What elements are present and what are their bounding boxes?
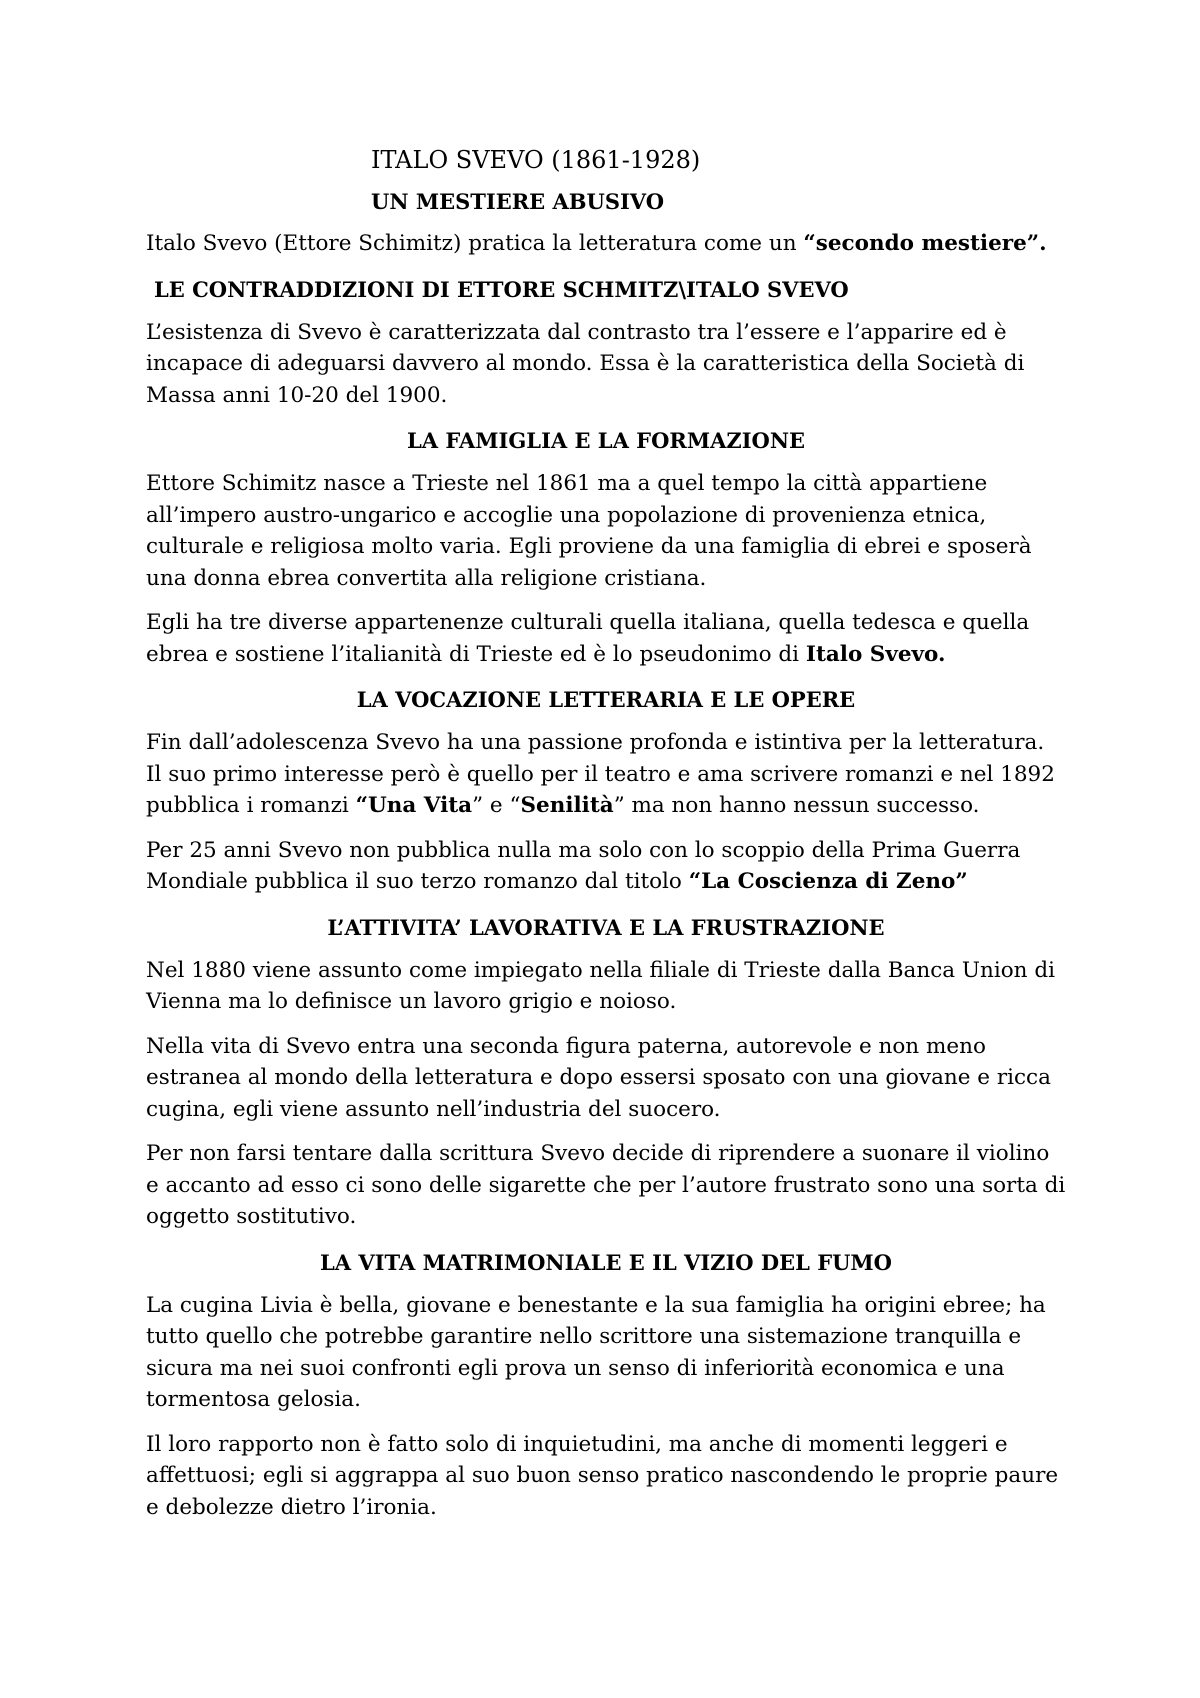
paragraph: Ettore Schimitz nasce a Trieste nel 1861 ma a quel tempo la città appartiene all’impero austro-ungarico e accoglie una popolazione di provenienza etnica, culturale e religiosa molto varia. Egli proviene da una famiglia di ebrei e sposerà una donna ebrea convertita alla religione cristiana.: [146, 471, 1032, 591]
paragraph-bold: Senilità: [520, 793, 614, 818]
paragraph: [146, 727, 1066, 822]
document-title: ITALO SVEVO (1861-1928): [371, 146, 701, 174]
section-heading-vocazione: LA VOCAZIONE LETTERARIA E LE OPERE: [356, 687, 856, 712]
document-body: [146, 138, 1066, 1536]
paragraph-text: ” ma non hanno nessun successo.: [613, 793, 980, 818]
intro-text: Italo Svevo (Ettore Schimitz) pratica la letteratura come un: [146, 231, 804, 256]
paragraph-text: Per 25 anni Svevo non pubblica nulla ma solo con lo scoppio della Prima Guerra Mondiale pubblica il suo terzo romanzo dal titolo: [146, 837, 1021, 894]
paragraph: La cugina Livia è bella, giovane e benestante e la sua famiglia ha origini ebree; ha tutto quello che potrebbe garantire nello scrittore una sistemazione tranquilla e sicura ma nei suoi confronti egli prova un senso di inferiorità economica e una tormentosa gelosia.: [146, 1292, 1046, 1412]
intro-bold: “secondo mestiere”.: [803, 231, 1047, 256]
paragraph-text: ” e “: [472, 793, 521, 818]
paragraph: [146, 835, 1066, 898]
paragraph: Il loro rapporto non è fatto solo di inquietudini, ma anche di momenti leggeri e affettuosi; egli si aggrappa al suo buon senso pratico nascondendo le proprie paure e debolezze dietro l’ironia.: [146, 1431, 1059, 1520]
paragraph: Nel 1880 viene assunto come impiegato nella filiale di Trieste dalla Banca Union di Vienna ma lo definisce un lavoro grigio e noioso.: [146, 957, 1055, 1014]
paragraph-bold: “Una Vita: [355, 793, 473, 818]
paragraph-text: Egli ha tre diverse appartenenze culturali quella italiana, quella tedesca e quella ebrea e sostiene l’italianità di Trieste ed è lo pseudonimo di: [146, 610, 1030, 667]
section-heading-famiglia: LA FAMIGLIA E LA FORMAZIONE: [406, 428, 806, 453]
document-subtitle: UN MESTIERE ABUSIVO: [371, 189, 665, 214]
paragraph: Nella vita di Svevo entra una seconda figura paterna, autorevole e non meno estranea al mondo della letteratura e dopo essersi sposato con una giovane e ricca cugina, egli viene assunto nell’industria del suocero.: [146, 1033, 1051, 1122]
intro-paragraph: [146, 228, 1066, 260]
section-heading-contraddizioni: LE CONTRADDIZIONI DI ETTORE SCHMITZ\ITALO SVEVO: [154, 276, 849, 302]
paragraph: Per non farsi tentare dalla scrittura Svevo decide di riprendere a suonare il violino e accanto ad esso ci sono delle sigarette che per l’autore frustrato sono una sorta di oggetto sostitutivo.: [146, 1141, 1066, 1229]
section-heading-vita-matrimoniale: LA VITA MATRIMONIALE E IL VIZIO DEL FUMO: [320, 1249, 892, 1275]
paragraph: L’esistenza di Svevo è caratterizzata dal contrasto tra l’essere e l’apparire ed è incapace di adeguarsi davvero al mondo. Essa è la caratteristica della Società di Massa anni 10-20 del 1900.: [146, 319, 1025, 408]
paragraph: [146, 607, 1066, 670]
paragraph-bold: Italo Svevo.: [805, 641, 946, 667]
paragraph-bold: “La Coscienza di Zeno”: [688, 869, 968, 894]
section-heading-attivita: L’ATTIVITA’ LAVORATIVA E LA FRUSTRAZIONE: [327, 914, 885, 940]
paragraph-text: Fin dall’adolescenza Svevo ha una passione profonda e istintiva per la letteratura. Il suo primo interesse però è quello per il teatro e ama scrivere romanzi e nel 1892 pubblica i romanzi: [146, 730, 1055, 818]
